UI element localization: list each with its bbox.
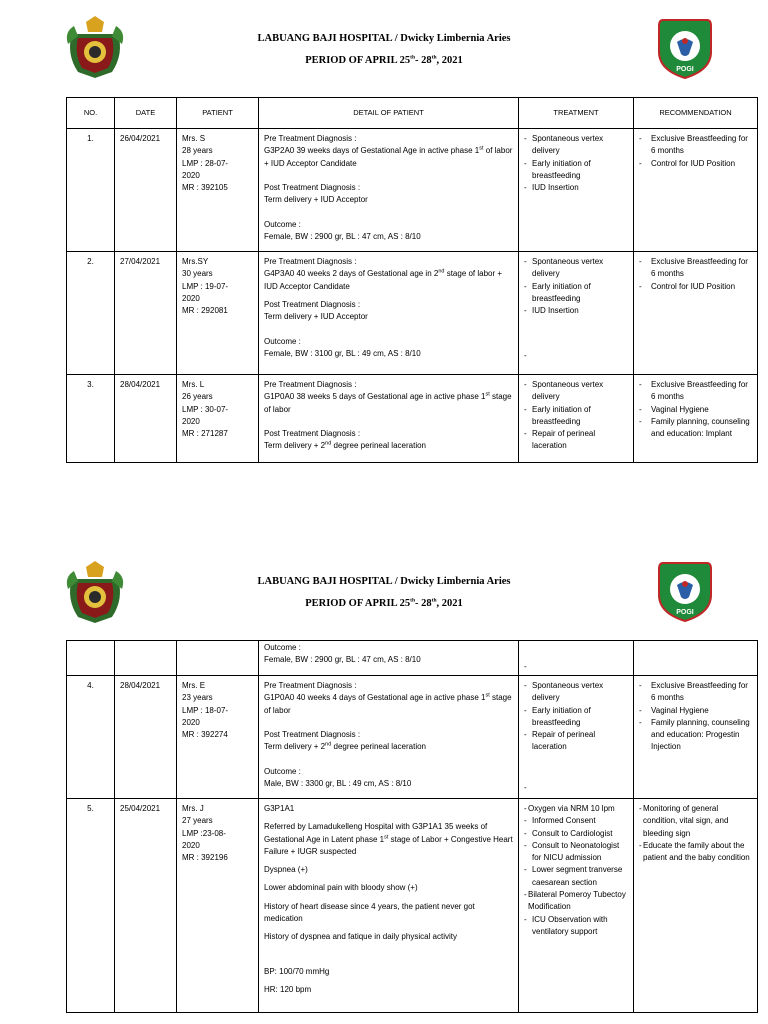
row-no: 1.: [67, 129, 115, 252]
pogi-logo-icon: [655, 16, 715, 80]
row-date: 28/04/2021: [115, 676, 177, 799]
table-row: [67, 641, 758, 676]
patient-records-table: [66, 97, 758, 463]
page-header: [0, 555, 768, 651]
row-detail: Pre Treatment Diagnosis : G1P0A0 40 weeks 4 days of Gestational age in active phase 1st stage of labor Post Treatment Diagnosis : Term delivery + 2nd degree perineal laceration Outcome : Male, BW : 3300 gr, BL : 49 cm, AS : 8/10: [259, 676, 519, 799]
row-treatment: - Spontaneous vertex delivery - Early initiation of breastfeeding - IUD Insertion -: [519, 252, 634, 375]
row-patient: Mrs. E 23 years LMP : 18-07- 2020 MR : 392274: [177, 676, 259, 799]
row-recommendation: - Exclusive Breastfeeding for 6 months - Control for IUD Position: [634, 252, 758, 375]
row-detail: Pre Treatment Diagnosis : G3P2A0 39 weeks days of Gestational Age in active phase 1st of labor + IUD Acceptor Candidate Post Treatment Diagnosis : Term delivery + IUD Acceptor Outcome : Female, BW : 2900 gr, BL : 47 cm, AS : 8/10: [259, 129, 519, 252]
row-no: 4.: [67, 676, 115, 799]
col-patient-header: PATIENT: [177, 98, 259, 129]
pogi-logo-icon: [655, 559, 715, 623]
hospital-crest-icon: [64, 14, 126, 80]
report-title: LABUANG BAJI HOSPITAL / Dwicky Limbernia Aries: [257, 576, 511, 587]
row-treatment: - Spontaneous vertex delivery - Early initiation of breastfeeding - Repair of perineal laceration: [519, 375, 634, 463]
row-patient: Mrs.SY 30 years LMP : 19-07- 2020 MR : 292081: [177, 252, 259, 375]
hospital-crest-icon: [64, 559, 126, 625]
table-header-row: [67, 98, 758, 129]
row-detail: Pre Treatment Diagnosis : G4P3A0 40 weeks 2 days of Gestational age in 2nd stage of labor + IUD Acceptor Candidate Post Treatment Diagnosis : Term delivery + IUD Acceptor Outcome : Female, BW : 3100 gr, BL : 49 cm, AS : 8/10: [259, 252, 519, 375]
row-date: 27/04/2021: [115, 252, 177, 375]
table-row: [67, 129, 758, 252]
row-recommendation: - Monitoring of general condition, vital sign, and bleeding sign - Educate the family about the patient and the baby condition: [634, 799, 758, 1013]
row-treatment: - Spontaneous vertex delivery - Early initiation of breastfeeding - IUD Insertion: [519, 129, 634, 252]
row-detail: Pre Treatment Diagnosis : G1P0A0 38 weeks 5 days of Gestational age in active phase 1st stage of labor Post Treatment Diagnosis : Term delivery + 2nd degree perineal laceration: [259, 375, 519, 463]
patient-records-table-continued: [66, 640, 758, 1013]
row-date: 25/04/2021: [115, 799, 177, 1013]
table-row: [67, 375, 758, 463]
document-page-2: [0, 555, 768, 1024]
row-detail: Outcome : Female, BW : 2900 gr, BL : 47 cm, AS : 8/10: [259, 641, 519, 676]
row-treatment: - Spontaneous vertex delivery - Early initiation of breastfeeding - Repair of perineal laceration -: [519, 676, 634, 799]
report-title: LABUANG BAJI HOSPITAL / Dwicky Limbernia Aries: [257, 33, 511, 44]
row-treatment: - Oxygen via NRM 10 lpm - Informed Consent - Consult to Cardiologist - Consult to Neonatologist for NICU admission - Lower segment tranverse caesarean section - Bilateral Pomeroy Tubectoy Modification - ICU Observation with ventilatory support: [519, 799, 634, 1013]
row-no: 2.: [67, 252, 115, 375]
page-header: [0, 0, 768, 96]
report-period: PERIOD OF APRIL 25th- 28th, 2021: [305, 597, 463, 609]
row-no: 5.: [67, 799, 115, 1013]
row-recommendation: - Exclusive Breastfeeding for 6 months - Control for IUD Position: [634, 129, 758, 252]
col-recommendation-header: RECOMMENDATION: [634, 98, 758, 129]
table-row: [67, 676, 758, 799]
row-detail: G3P1A1 Referred by Lamadukelleng Hospital with G3P1A1 35 weeks of Gestational Age in Latent phase 1st stage of Labor + Congestive Heart Failure + IUGR suspected Dyspnea (+) Lower abdominal pain with bloody show (+) History of heart disease since 4 years, the patient never got medication History of dyspnea and fatique in daily physical activity BP: 100/70 mmHg HR: 120 bpm: [259, 799, 519, 1013]
report-period: PERIOD OF APRIL 25th- 28th, 2021: [305, 54, 463, 66]
col-treatment-header: TREATMENT: [519, 98, 634, 129]
row-patient: Mrs. S 28 years LMP : 28-07- 2020 MR : 392105: [177, 129, 259, 252]
row-recommendation: - Exclusive Breastfeeding for 6 months - Vaginal Hygiene - Family planning, counseling and education: Progestin Injection: [634, 676, 758, 799]
pogi-logo-text: POGI: [676, 66, 694, 73]
document-page-1: [0, 0, 768, 480]
row-patient: Mrs. L 26 years LMP : 30-07- 2020 MR : 271287: [177, 375, 259, 463]
row-date: 28/04/2021: [115, 375, 177, 463]
pogi-logo-text: POGI: [676, 609, 694, 616]
col-detail-header: DETAIL OF PATIENT: [259, 98, 519, 129]
col-no-header: NO.: [67, 98, 115, 129]
table-row: [67, 799, 758, 1013]
row-patient: Mrs. J 27 years LMP :23-08- 2020 MR : 392196: [177, 799, 259, 1013]
row-date: 26/04/2021: [115, 129, 177, 252]
row-no: 3.: [67, 375, 115, 463]
col-date-header: DATE: [115, 98, 177, 129]
row-recommendation: - Exclusive Breastfeeding for 6 months - Vaginal Hygiene - Family planning, counseling and education: Implant: [634, 375, 758, 463]
table-row: [67, 252, 758, 375]
row-treatment: -: [519, 641, 634, 676]
